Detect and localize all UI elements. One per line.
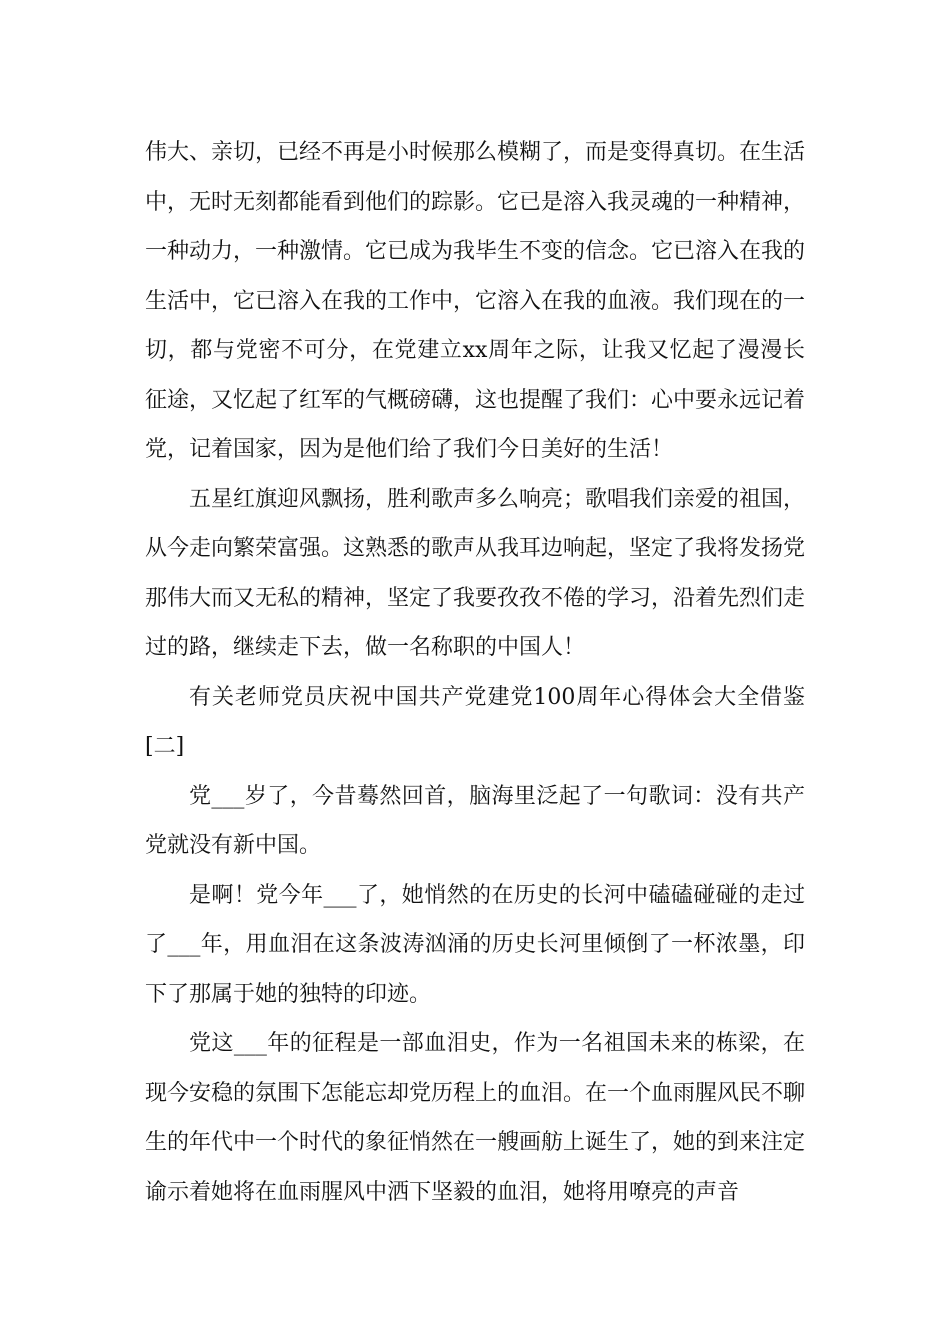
section-heading: 有关老师党员庆祝中国共产党建党100周年心得体会大全借鉴[二] <box>145 684 805 759</box>
paragraph-5: 党这___年的征程是一部血泪史，作为一名祖国未来的栋梁，在现今安稳的氛围下怎能忘却党历程上的血泪。在一个血雨腥风民不聊生的年代中一个时代的象征悄然在一艘画舫上诞生了，她的到来注定谕示着她将在血雨腥风中洒下坚毅的血泪，她将用嘹亮的声音 <box>145 1031 806 1205</box>
paragraph-3: 党___岁了，今昔蓦然回首，脑海里泛起了一句歌词：没有共产党就没有新中国。 <box>145 783 805 858</box>
paragraph-4: 是啊！党今年___了，她悄然的在历史的长河中磕磕碰碰的走过了___年，用血泪在这条波涛汹涌的历史长河里倾倒了一杯浓墨，印下了那属于她的独特的印迹。 <box>145 882 805 1007</box>
document-body <box>145 128 805 1217</box>
paragraph-1: 伟大、亲切，已经不再是小时候那么模糊了，而是变得真切。在生活中，无时无刻都能看到他们的踪影。它已是溶入我灵魂的一种精神，一种动力，一种激情。它已成为我毕生不变的信念。它已溶入在我的生活中，它已溶入在我的工作中，它溶入在我的血液。我们现在的一切，都与党密不可分，在党建立xx周年之际，让我又忆起了漫漫长征途，又忆起了红军的气概磅礴，这也提醒了我们：心中要永远记着党，记着国家，因为是他们给了我们今日美好的生活！ <box>145 140 806 462</box>
paragraph-2: 五星红旗迎风飘扬，胜利歌声多么响亮；歌唱我们亲爱的祖国，从今走向繁荣富强。这熟悉的歌声从我耳边响起，坚定了我将发扬党那伟大而又无私的精神，坚定了我要孜孜不倦的学习，沿着先烈们走过的路，继续走下去，做一名称职的中国人！ <box>145 486 806 660</box>
